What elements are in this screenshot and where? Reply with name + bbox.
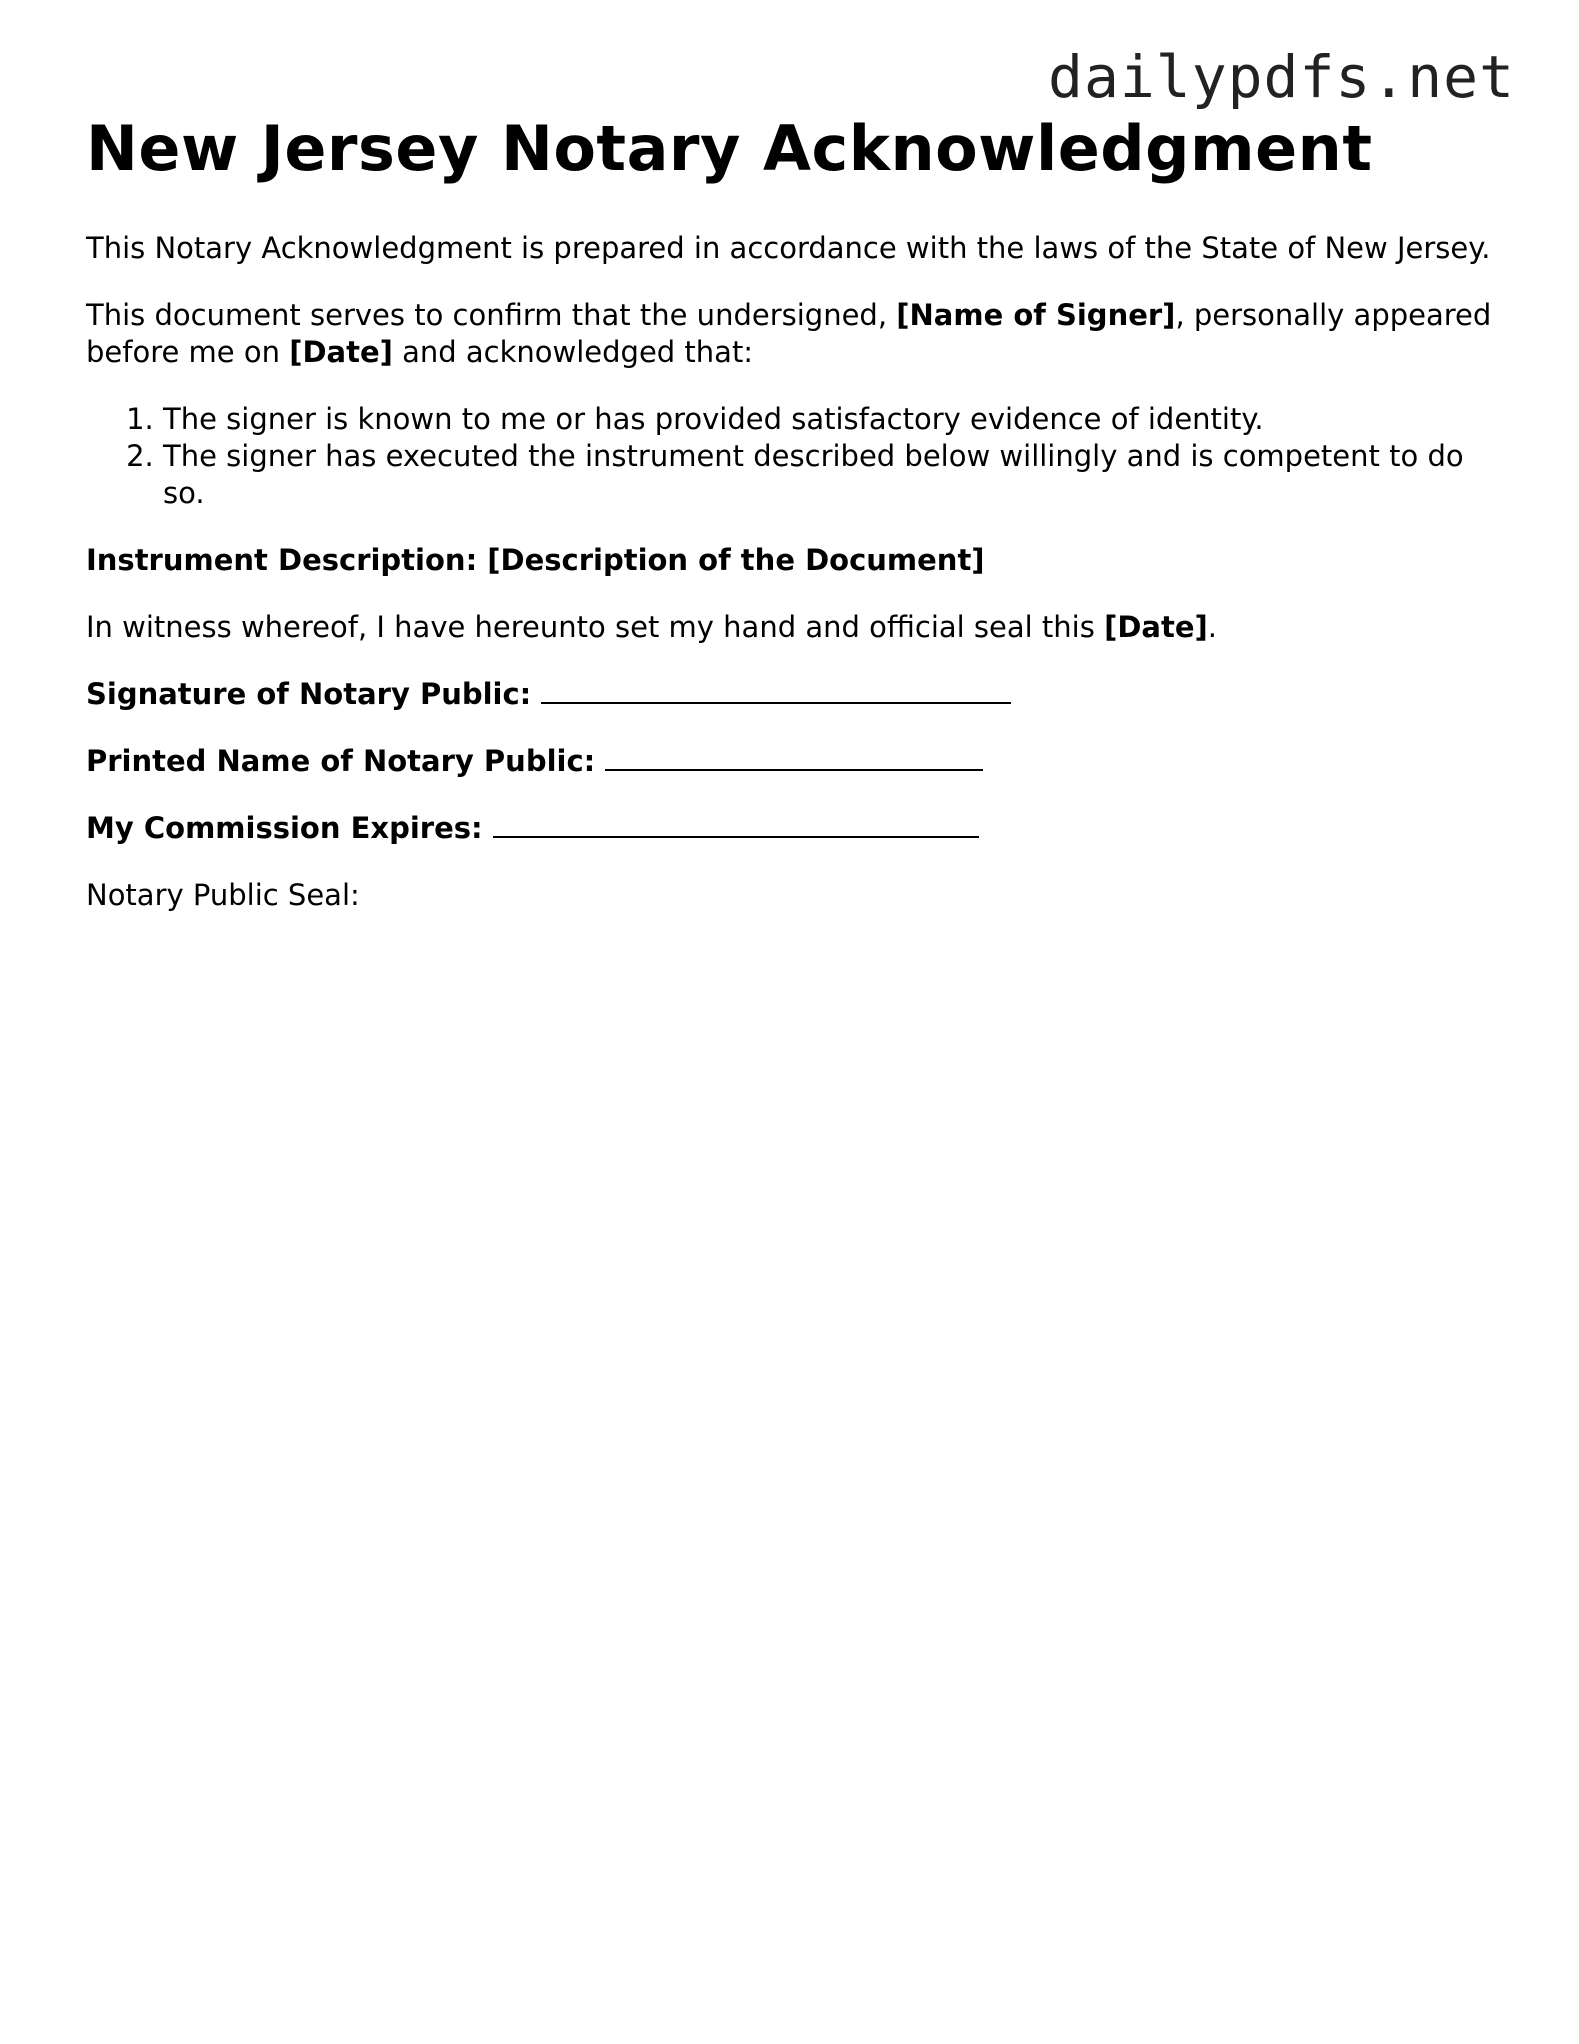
commission-line[interactable] xyxy=(493,810,979,838)
acknowledgment-list xyxy=(86,401,1496,512)
witness-paragraph xyxy=(86,609,1496,646)
watermark: dailypdfs.net xyxy=(1048,43,1515,111)
signature-line[interactable] xyxy=(541,676,1011,704)
witness-end: . xyxy=(1207,610,1217,645)
date-placeholder: [Date] xyxy=(289,335,393,370)
commission-field xyxy=(86,810,1496,847)
confirm-text-1: This document serves to confirm that the undersigned, xyxy=(86,298,897,333)
signer-placeholder: [Name of Signer] xyxy=(896,298,1176,333)
printed-name-label: Printed Name of Notary Public: xyxy=(86,744,596,779)
witness-text: In witness whereof, I have hereunto set my hand and official seal this xyxy=(86,610,1105,645)
confirm-text-2: , personally appeared before me on xyxy=(86,298,1492,370)
intro-paragraph: This Notary Acknowledgment is prepared in accordance with the laws of the State of New Jersey. xyxy=(86,231,1491,266)
signature-label: Signature of Notary Public: xyxy=(86,677,532,712)
page-title: New Jersey Notary Acknowledgment xyxy=(86,112,1373,185)
document-page xyxy=(86,112,1496,944)
instrument-description: Instrument Description: [Description of the Document] xyxy=(86,543,985,578)
list-item: 2. The signer has executed the instrument described below willingly and is competent to do so. xyxy=(163,438,1496,512)
witness-date-placeholder: [Date] xyxy=(1104,610,1208,645)
printed-name-field xyxy=(86,743,1496,780)
confirm-text-3: and acknowledged that: xyxy=(392,335,754,370)
seal-label: Notary Public Seal: xyxy=(86,878,360,913)
signature-field xyxy=(86,676,1496,713)
printed-name-line[interactable] xyxy=(605,743,983,771)
commission-label: My Commission Expires: xyxy=(86,811,483,846)
confirm-paragraph xyxy=(86,297,1496,371)
list-item: 1. The signer is known to me or has provided satisfactory evidence of identity. xyxy=(163,401,1496,438)
